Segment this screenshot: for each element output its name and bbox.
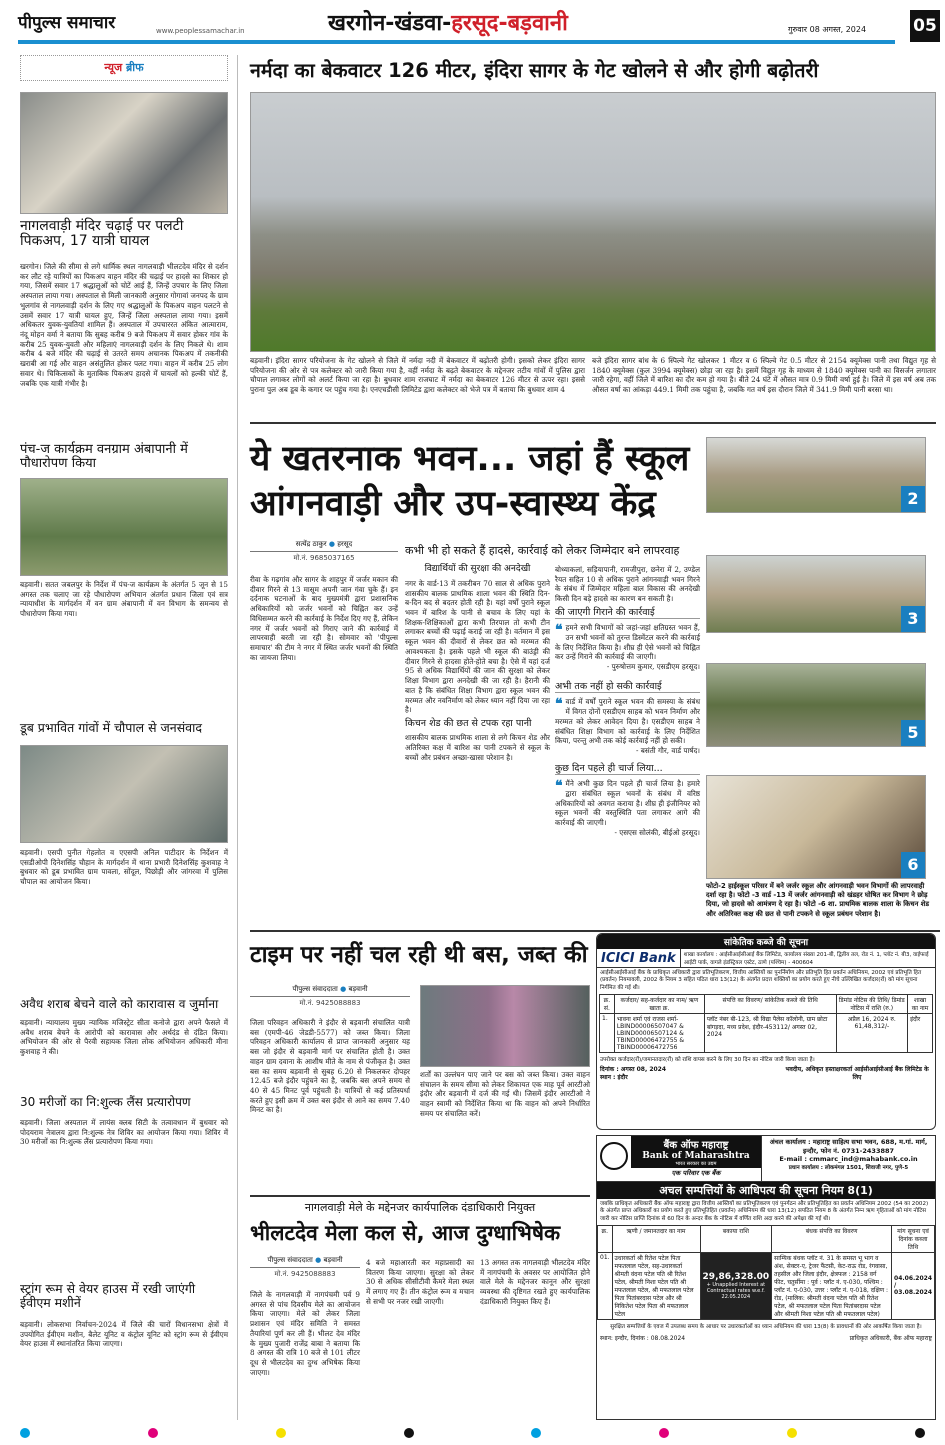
school-col2 <box>405 563 550 763</box>
amount-cell <box>700 1252 772 1319</box>
photo-school-5 <box>706 663 926 747</box>
bhilat-col2: 4 बजे महाआरती कर महाप्रसादी का वितरण किया जाएगा। सुरक्षा को लेकर 30 से अधिक सीसीटीवी कैमरे मेला स्थल में लगाए गए हैं। तीन कंट्रोल रूम व मचान से सभी पर नजर रखी जाएगी। <box>366 1258 474 1306</box>
brief-body: बड़वानी। न्यायालय मुख्य न्यायिक मजिस्ट्रेट सीता कनोजे द्वारा अपने फैसले में अवैध शराब बेचने के आरोपी को कारावास और अर्थदंड से दंडित किया। अभियोजन की ओर से पैरवी सहायक जिला लोक अभियोजन अधिकारी मीना कुशवाह ने की। <box>20 1018 228 1057</box>
divider <box>250 930 940 932</box>
quote <box>555 623 700 672</box>
bhilat-byline <box>250 1256 360 1279</box>
ad-email[interactable]: E-mail : cmmarc_ind@mahabank.co.in <box>779 1155 918 1163</box>
section-title <box>328 12 568 36</box>
bom-logo-icon <box>600 1142 628 1170</box>
photo-seized-bus <box>420 985 590 1067</box>
school-headline-line1: ये खतरनाक भवन... जहां हैं स्कूल <box>250 439 690 479</box>
amount-note: + Unapplied Interest at Contractual rates w.e.f. 22.05.2024 <box>706 1281 766 1300</box>
amount: 29,86,328.00 <box>702 1271 770 1282</box>
table-header: मांग सूचना एवं दिनांक कब्जा तिथि <box>892 1225 935 1252</box>
table-row <box>600 1013 933 1052</box>
section-title-red: हरसूद-बड़वानी <box>451 11 568 36</box>
ad-date: दिनांक : अगस्त 08, 2024 <box>600 1065 667 1073</box>
cell: इंदौर <box>908 1013 933 1052</box>
date: गुरुवार 08 अगस्त, 2024 <box>788 25 867 34</box>
table-row <box>598 1252 935 1319</box>
byline-place: बड़वानी <box>323 1256 343 1264</box>
ad-office: शाखा कार्यालय : आईसीआईसीआई बैंक लिमिटेड, कार्यालय संख्या 201-बी, द्वितीय तल, रोड नं. 1, प्लॉट नं. बी3, वाईफाई आईटी पार्क, वागले इंडस्ट्रियल एस्टेट, ठाणे (पश्चिम) - 400604 <box>680 949 935 967</box>
bhilat-headline: भीलटदेव मेला कल से, आज दुग्धाभिषेक <box>250 1221 561 1245</box>
brief-headline: पंच-ज कार्यक्रम वनग्राम अंबापानी में पौधारोपण किया <box>20 442 188 472</box>
ad-body: जबकि प्राधिकृत अधिकारी बैंक ऑफ महाराष्ट्र द्वारा वित्तीय आस्तियों का प्रतिभूतिकरण एवं पुनर्गठन और प्रतिभूतिहित का प्रवर्तन अधिनियम 2002 (54 का 2002) के अंतर्गत प्राप्त अधिकारों का प्रयोग करते हुए प्रतिभूतिहित (प्रवर्तन) अधिनियम की धारा 13(12) सपठित नियम 8 के अंतर्गत निम्न ऋण गृहिताओं को मांग नोटिस जारी कर नोटिस प्राप्ति दिनांक से 60 दिन के अन्दर बैंक के नोटिस में वर्णित राशि अदा करने की अपेक्षा की गई थी। <box>600 1201 929 1222</box>
ad-note: सुरक्षित सम्पत्तियों के एवज में उपलब्ध समय के आधार पर उधारकर्ताओं का ध्यान अधिनियम की धारा 13(8) के प्रावधानों की ओर आकर्षित किया जाता है। <box>610 1323 922 1330</box>
lead-caption-left: बड़वानी। इंदिरा सागर परियोजना के गेट खोलने से जिले में नर्मदा नदी में बेकवाटर में बढ़ोतरी होगी। इसको लेकर इंदिरा सागर परियोजना की ओर से पत्र कलेक्टर को जारी किया गया है, वहीं नर्मदा के बढ़ते बेकवाटर के मद्देनजर तटीय गांवों में पुलिस द्वारा चौपाल लगाकर लोगों को अलर्ट किया जा रहा है। बुधवार शाम राजघाट में नर्मदा का बेकवाटर 126 मीटर से ऊपर रहा। इससे पुराना पुल अब डूब के कगार पर पहुंच गया है। एनएचडीसी लिमिटेड द्वारा कलेक्टर को भेजे पत्र में बताया कि बुधवार शाम 4 <box>250 356 585 395</box>
photo-number: 2 <box>901 486 925 512</box>
bus-headline: टाइम पर नहीं चल रही थी बस, जब्त की <box>250 942 588 968</box>
quote-text: मैंने अभी कुछ दिन पहले ही चार्ज लिया है। हमारे द्वारा संबंधित स्कूल भवनों के संबंध में वरिष्ठ अधिकारियों को अवगत कराया है। शीघ्र ही इंजीनियर को स्कूल भवनों की वस्तुस्थिति पता लगाकर आगे की कार्रवाई की जाएगी। <box>555 779 700 827</box>
byline-place: बड़वानी <box>348 985 368 993</box>
brief-body: बड़वानी। एसपी पुनीत गेहलोत व एएसपी अनिल पाटीदार के निर्देशन में एसडीओपी दिनेशसिंह चौहान के मार्गदर्शन में थाना प्रभारी दिनेशसिंह कुशवाह ने बुधवार को डूब प्रभावित ग्राम पावला, सोंदूल, पिछोड़ी और जांगरवा में पुलिस चौपाल का आयोजन किया। <box>20 848 228 887</box>
quote-icon: ❝ <box>555 622 563 639</box>
body-text: शासकीय बालक प्राथमिक शाला से लगे किचन शेड और अतिरिक्त कक्ष में बारिश का पानी टपकने से स्कूल के बच्चों और प्रबंधन अच्छा-खासा परेशान है। <box>405 733 550 762</box>
cell: प्लॉट नंबर बी-123, श्री विद्या पैलेस कॉलोनी, ग्राम छोटा बांगड़दा, मध्य प्रदेश, इंदौर-453112/ अगस्त 02, 2024 <box>704 1013 836 1052</box>
table-header: बकाया राशि <box>700 1225 772 1252</box>
brief-body: खरगोन। जिले की सीमा से लगे धार्मिक स्थल नागलवाड़ी भीलटदेव मंदिर से दर्शन कर लौट रहे यात्रियों का पिकअप वाहन मंदिर की चढ़ाई पर हादसे का शिकार हो गया, जिसमें सवार 17 श्रद्धालुओं को चोटें आई हैं, जिन्हें उपचार के लिए जिला अस्पताल लाया गया। अस्पताल से मिली जानकारी अनुसार गोगावां जनपद के ग्राम भुलगांव से नागलवाड़ी दर्शन के लिए गए श्रद्धालुओं के पिकअप वाहन पलटने से उसमें सवार 17 यात्री घायल हुए, जिन्हें जिला अस्पताल लाया गया। इसमें अधिकतर युवक-युवतियां शामिल हैं। अस्पताल में उपचाररत अंकित आत्माराम, नंदू मोहन वर्मा ने बताया कि सुबह करीब 9 बजे पिकअप में सवार होकर गांव के करीब 25 युवक-युवती और महिलाएं नागलवाड़ी दर्शन के लिए निकले थे। शाम करीब 4 बजे मंदिर की चढ़ाई से उतरते समय अचानक पिकअप में तकनीकी खराबी आ गई और वाहन असंतुलित होकर पलट गया। वाहन में करीब 25 लोग सवार थे। चिकित्सकों के मुताबिक पिकअप हादसे में घायलों को हल्की चोटें हैं, जबकि एक यात्री गंभीर है। <box>20 262 228 388</box>
bank-name-hindi: बैंक ऑफ महाराष्ट्र <box>663 1140 729 1151</box>
subhead: की जाएगी गिराने की कार्रवाई <box>555 608 700 619</box>
photo-narmada-backwater <box>250 92 936 352</box>
ad-signature: प्राधिकृत अधिकारी, बैंक ऑफ महाराष्ट्र <box>849 1334 932 1342</box>
quote <box>555 697 700 755</box>
byline: पीपुल्स संवाददाता ● बड़वानी <box>250 985 410 997</box>
bank-tagline-small: भारत सरकार का उद्यम <box>675 1161 717 1167</box>
photo-plantation <box>20 478 228 576</box>
byline-place: हरसूद <box>337 540 353 548</box>
table-header: क्र. सं. <box>600 994 615 1013</box>
byline-mobile: मो.नं. 9425088883 <box>274 1270 336 1278</box>
news-brief-label-blue: ब्रीफ <box>126 61 144 74</box>
quote-author: - पुरुषोत्तम कुमार, एसडीएम हरसूद। <box>606 662 700 672</box>
subhead: किचन शेड की छत से टपक रहा पानी <box>405 717 532 729</box>
ad-body: आईसीआईसीआई बैंक के प्राधिकृत अधिकारी द्वारा प्रतिभूतिकरण, वित्तीय आस्तियों का पुनर्निर्माण और प्रतिभूति हित प्रवर्तन अधिनियम, 2002 एवं प्रतिभूति हित (प्रवर्तन) नियमावली, 2002 के नियम 3 सहित पठित धारा 13(12) के अंतर्गत प्रदत्त शक्तियों का प्रयोग करते हुए नीचे उल्लिखित कर्जदार(रों) को मांग सूचना निर्गमित की गई थी। <box>600 970 922 991</box>
bom-notice-ad <box>596 1135 936 1420</box>
quote-text: वार्ड में वर्षों पुराने स्कूल भवन की समस्या के संबंध में विगत दोनों एसडीएम साहब को भवन निर्माण और मरम्मत को लेकर आवेदन दिया है। एसडीएम साहब ने संबंधित शिक्षा विभाग को कार्रवाई के लिए निर्देशित किया, परन्तु अभी तक कोई कार्रवाई नहीं हो सकी। <box>555 697 700 746</box>
newspaper-logo: पीपुल्स समाचार <box>18 13 116 33</box>
photo-number: 5 <box>901 720 925 746</box>
photo-injured-patients <box>20 92 228 214</box>
cell: 04.06.2024 / 03.08.2024 <box>892 1252 935 1319</box>
brief-headline: 30 मरीजों का नि:शुल्क लैंस प्रत्यारोपण <box>20 1095 191 1109</box>
table-header: संपत्ति का विवरण/ सांकेतिक कब्जे की तिथि <box>704 994 836 1013</box>
bus-byline <box>250 985 410 1008</box>
bus-body: जिला परिवहन अधिकारी ने इंदौर से बड़वानी संचालित यात्री बस (एमपी-46 जेडडी-5577) को जब्त किया। जिला परिवहन अधिकारी कार्यालय से प्राप्त जानकारी अनुसार यह बस जो इंदौर से बड़वानी मार्ग पर संचालित होती है। उक्त वाहन ग्राम दवाना के आशीष मीते के नाम से पंजीकृत है। उक्त बस का समय बड़वानी से सुबह 6.20 से निकलकर दोपहर 12.45 बजे इंदौर पहुंचने का है, जबकि बस अपने समय से 40 से 45 मिनट पूर्व पहुंचती है। यात्रियों से कई प्रतिस्पर्धा करते हुए इसी क्रम में उक्त बस इंदौर से आने का समय 7.40 मिनट का है। <box>250 1018 410 1115</box>
brief-headline: स्ट्रांग रूम से वेयर हाउस में रखी जाएंगी ईवीएम मशीनें <box>20 1281 196 1310</box>
lead-headline: नर्मदा का बेकवाटर 126 मीटर, इंदिरा सागर के गेट खोलने से और होगी बढ़ोतरी <box>250 59 819 82</box>
school-headline-line2: आंगनवाड़ी और उप-स्वास्थ्य केंद्र <box>250 484 656 524</box>
bhilat-col3: 13 अगस्त तक नागलवाड़ी भीलटदेव मंदिर में नागपंचमी के अवसर पर आयोजित होने वाले मेले के मद्देनजर कानून और सुरक्षा व्यवस्था की दृष्टिगत रखते हुए कार्यपालिक दंडाधिकारी नियुक्त किए हैं। <box>480 1258 590 1306</box>
page-number: 05 <box>910 10 940 42</box>
school-col3 <box>555 565 700 837</box>
ad-table <box>597 1225 935 1320</box>
ad-title: सांकेतिक कब्जे की सूचना <box>597 934 935 949</box>
cell: उधारकर्ता श्री रितेश पटेल पिता मफतलाल पटेल, सह-उधारकर्ता श्रीमती वंदना पटेल पति श्री रितेश पटेल, श्रीमती निशा पटेल पति श्री मफतलाल पटेल, श्री मफतलाल पटेल पिता पितांबरदास पटेल और श्री निकितेश पटेल पिता श्री मफतलाल पटेल <box>612 1252 700 1319</box>
school-col1: रीवा के गढ़गांव और सागर के शाहपुर में जर्जर मकान की दीवार गिरने से 13 मासूम अपनी जान गंवा चुके हैं। इन दर्दनाक घटनाओं के बाद मुख्यमंत्री द्वारा प्रशासनिक अधिकारियों को जर्जर भवनों को चिह्नित कर उन्हें विधिसम्मत करने की कार्रवाई के निर्देश दिए गए हैं, लेकिन नगर में जर्जर भवनों को गिराए जाने की कार्रवाई में लापरवाही बरती जा रही है। सोमवार को 'पीपुल्स समाचार' की टीम ने नगर में स्थित जर्जर भवनों की स्थिति का जायजा लिया। <box>250 575 398 662</box>
body-text: बोथ्याकलां, सड़ियापानी, रामजीपुरा, छनेरा में 2, उण्डेल रैयत सहित 10 से अधिक पुराने आंगनवाड़ी भवन गिरने के संबंध में जिम्मेदार महिला बाल विकास की अनदेखी किसी दिन बड़े हादसे का कारण बन सकती है। <box>555 565 700 604</box>
divider <box>250 422 936 424</box>
cell: 1. <box>600 1013 615 1052</box>
brief-body: बड़वानी। लोकसभा निर्वाचन-2024 में जिले की चारों विधानसभा क्षेत्रों में उपयोगित ईवीएम मशीन, बैलेट यूनिट व कंट्रोल यूनिट को स्ट्रांग रूम से ईवीएम वेयर हाउस में स्थानांतरित किया जाएगा। <box>20 1320 228 1349</box>
quote-text: हमने सभी विभागों को जहां-जहां क्षतिग्रस्त भवन हैं, उन सभी भवनों को तुरन्त डिस्मेंटल करने की कार्रवाई के लिए निर्देशित किया है। शीघ्र ही ऐसे भवनों को चिह्नित कर उन्हें गिराने की कार्रवाई की जाएगी। <box>555 623 700 662</box>
divider <box>250 1195 590 1197</box>
photo-school-2 <box>706 437 926 513</box>
subhead: अभी तक नहीं हो सकी कार्रवाई <box>555 682 700 693</box>
photo-school-3 <box>706 555 926 633</box>
byline-name: सत्येंद्र ठाकुर <box>295 540 327 548</box>
icici-notice-ad <box>596 933 936 1130</box>
table-header: ऋणी / जमानतदार का नाम <box>612 1225 700 1252</box>
ad-signature: भवदीय, अधिकृत हस्ताक्षरकर्ता आईसीआईसीआई बैंक लिमिटेड के लिए <box>785 1065 929 1081</box>
school-byline <box>250 540 398 563</box>
brief-headline: अवैध शराब बेचने वाले को कारावास व जुर्माना <box>20 997 219 1011</box>
brief-body: बड़वानी। जिला अस्पताल में लायंस क्लब सिटी के तत्वावधान में बुधवार को पोदयराम नेत्रालय द्वारा नि:शुल्क नेत्र शिविर का आयोजन किया गया। शिविर में 30 मरीजों का नि:शुल्क लैंस प्रत्यारोपण किया गया। <box>20 1118 228 1147</box>
bus-body-continued: शर्तों का उल्लंघन पाए जाने पर बस को जब्त किया। उक्त वाहन संचालन के समय सीमा को लेकर शिकायत एक माह पूर्व आरटीओ इंदौर और बड़वानी में दर्ज की गई थी। जिसमें इंदौर आरटीओ ने वाहन स्वामी को निर्देशित किया था कि वाहन को अपने निर्धारित समय पर संचालित करें। <box>420 1070 590 1118</box>
photo-number: 6 <box>901 852 925 878</box>
photo-number: 3 <box>901 606 925 632</box>
brief-body: बड़वानी। सतत जबलपुर के निर्देश में पंच-ज कार्यक्रम के अंतर्गत 5 जून से 15 अगस्त तक चलाए जा रहे पौधारोपण अभियान अंतर्गत प्रधान जिला एवं सत्र न्यायाधीश के मार्गदर्शन में वन ग्राम अंबापानी में वन विभाग के समन्वय से पौधारोपण किया गया। <box>20 580 228 619</box>
photo-school-6 <box>706 775 926 879</box>
ad-place: स्थान : इंदौर <box>600 1073 628 1081</box>
bhilat-subhead: नागलवाड़ी मेले के मद्देनजर कार्यपालिक दंडाधिकारी नियुक्त <box>304 1201 536 1214</box>
table-header: बंधक संपत्ति का विवरण <box>772 1225 892 1252</box>
brief-headline: नागलवाड़ी मंदिर चढ़ाई पर पलटी पिकअप, 17 यात्री घायल <box>20 218 184 250</box>
bank-name-english: Bank of Maharashtra <box>642 1151 750 1161</box>
brief-headline: डूब प्रभावित गांवों में चौपाल से जनसंवाद <box>20 720 202 735</box>
news-brief-label <box>20 55 228 81</box>
ad-title: अचल सम्पत्तियों के आधिपत्य की सूचना नियम 8(1) <box>597 1182 935 1199</box>
column-divider <box>237 55 238 1420</box>
byline: सत्येंद्र ठाकुर ● हरसूद <box>250 540 398 552</box>
byline: पीपुल्स संवाददाता ● बड़वानी <box>250 1256 360 1268</box>
table-header: कर्जदार/ सह-कर्जदार का नाम/ ऋण खाता क्र. <box>614 994 704 1013</box>
quote-icon: ❝ <box>555 696 563 713</box>
table-header: डिमांड नोटिस की तिथि/ डिमांड नोटिस में राशि (रु.) <box>836 994 908 1013</box>
quote-author: - एसएस सोलंकी, बीईओ हरसूद। <box>614 827 700 837</box>
ad-head-office: प्रधान कार्यालय : लोकमंगल 1501, शिवाजी नगर, पुणे-5 <box>788 1165 909 1171</box>
cell: अप्रैल 16, 2024 रु. 61,48,312/- <box>836 1013 908 1052</box>
bhilat-col1: जिले के नागलवाड़ी में नागपंचमी पर्व 9 अगस्त से पांच दिवसीय मेले का आयोजन किया जाएगा। मेले को लेकर जिला प्रशासन एवं मंदिर समिति ने समस्त तैयारियां पूर्ण कर ली हैं। भीलट देव मंदिर के मुख्य पुजारी राजेंद्र बाबा ने बताया कि 8 अगस्त की रात्रि 10 बजे से 101 लीटर दूध से भीलटदेव का दुग्ध अभिषेक किया जाएगा। <box>250 1290 360 1377</box>
byline-name: पीपुल्स संवाददाता <box>292 985 338 993</box>
subhead: विद्यार्थियों की सुरक्षा की अनदेखी <box>424 564 531 574</box>
icici-logo: ICICI Bank <box>601 950 676 966</box>
ad-footer: उपरोक्त कर्जदार(रों)/जमानतदार(रों) को राशि वापस करने के लिए 30 दिन का नोटिस जारी किया जाता है। <box>600 1056 815 1063</box>
section-title-black: खरगोन-खंडवा- <box>328 11 452 36</box>
lead-caption-right: बजे इंदिरा सागर बांध के 6 स्पिल्वे गेट खोलकर 1 मीटर व 6 स्पिल्वे गेट 0.5 मीटर से 2154 क्यूमेक्स पानी तथा विद्युत गृह से 1840 क्यूमेक्स (कुल 3994 क्यूमेक्स) छोड़ा जा रहा है। इसमें विद्युत गृह के माध्यम से 1840 क्यूमेक्स पानी का विसर्जन लगातार जारी रहेगा, वहीं जिले में बारिश का दौर कम हो गया है। बीते 24 घंटे में औसत मात्र 0.9 मिमी वर्षा हुई है। जिले में इस वर्ष अब तक औसत वर्षा का आंकड़ा 449.1 मिमी तक पहुंचा है, जबकि गत वर्ष इस दौरान जिले में 341.9 मिमी पानी बरसा था। <box>592 356 936 395</box>
print-registration-marks <box>0 1428 945 1442</box>
subhead: कुछ दिन पहले ही चार्ज लिया... <box>555 764 700 775</box>
byline-mobile: मो.नं. 9425088883 <box>299 999 361 1007</box>
bank-tagline: एक परिवार एक बैंक <box>671 1169 721 1177</box>
website-link[interactable]: www.peoplessamachar.in <box>156 27 245 35</box>
quote-icon: ❝ <box>555 778 563 795</box>
ad-table <box>599 994 933 1053</box>
quote <box>555 779 700 837</box>
news-brief-label-red: न्यूज <box>104 61 123 74</box>
masthead-rule <box>18 40 895 44</box>
byline-mobile: मो.नं. 9685037165 <box>293 554 355 562</box>
school-deck: कभी भी हो सकते हैं हादसे, कार्रवाई को लेकर जिम्मेदार बने लापरवाह <box>405 544 680 557</box>
byline-name: पीपुल्स संवाददाता <box>267 1256 313 1264</box>
cell: भावना शर्मा एवं राजस शर्मा- LBIND00006507047 & LBIND00006507124 & TBIND00006472755 & TBIND00006472756 <box>614 1013 704 1052</box>
ad-place-date: स्थान: इन्दौर, दिनांक : 08.08.2024 <box>600 1334 686 1342</box>
body-text: नगर के वार्ड-13 में तकरीबन 70 साल से अधिक पुराने शासकीय बालक प्राथमिक शाला भवन की स्थिति दिन-ब-दिन बद से बदतर होती रही है। यहां वर्षों पुराने स्कूल भवन में बारिश के पानी से बचाव के लिए यहां के शिक्षक-शिक्षिकाओं द्वारा कभी तिरपाल तो कभी टीन लगाकर बच्चों की पढ़ाई कराई जा रही है। वर्तमान में इस स्कूल भवन की दीवारों से लेकर छत को मरम्मत की आवश्यकता है। इसके पहले भी स्कूल की बाउंड्री की दीवार गिरने से हादसा होते-होते बचा है। ऐसे में यहां दर्ज 95 से अधिक विद्यार्थियों की जान की सुरक्षा को लेकर शिक्षा विभाग द्वारा अनदेखी की जा रही है। हैरानी की बात है कि संबंधित शिक्षा विभाग द्वारा स्कूल भवन की मरम्मत और नवनिर्माण को लेकर ध्यान नहीं दिया जा रहा है। <box>405 578 550 715</box>
ad-office: अंचल कार्यालय : महाराष्ट्र साहित्य सभा भवन, 688, म.गां. मार्ग, इन्दौर, फोन नं. 0731-2433887 <box>769 1138 928 1155</box>
photo-chaupal <box>20 745 228 843</box>
photo-caption: फोटो-2 हाईस्कूल परिसर में बने जर्जर स्कूल और आंगनवाड़ी भवन विभागों की लापरवाही दर्शा रहा है। फोटो -3 वार्ड -13 में जर्जर आंगनवाड़ी को खंडहर घोषित कर विभाग ने छोड़ दिया, जो हादसे को आमंत्रण दे रहा है। फोटो -6 शा. प्राथमिक बालक शाला के किचन शेड और अतिरिक्त कक्ष की छत से पानी टपकने से स्कूल प्रबंधन परेशान है। <box>706 882 929 918</box>
table-header: शाखा का नाम <box>908 994 933 1013</box>
cell: 01. <box>598 1252 613 1319</box>
cell: साम्यिक बंधक प्लॉट नं. 31 के समस्त भू भाग व अंश, सेक्टर-ए, ट्रेजर फैंटसी, केट-राऊ रोड, रंगवासा, तहसील और जिला इंदौर, क्षेत्रफल : 2158 वर्ग फीट, चतुर्सीमा : पूर्व : प्लॉट नं. ए-030, पश्चिम : प्लॉट नं. ए-030, उत्तर : प्लॉट नं. ए-018, दक्षिण : रोड, (मालिक: श्रीमती वंदना पटेल पति श्री रितेश पटेल, श्री मफतलाल पटेल पिता पितांबरदास पटेल और श्रीमती निशा पटेल पति श्री मफतलाल पटेल) <box>772 1252 892 1319</box>
table-header: क्र. <box>598 1225 613 1252</box>
quote-author: - बसंती गौर, वार्ड पार्षद। <box>636 745 700 755</box>
